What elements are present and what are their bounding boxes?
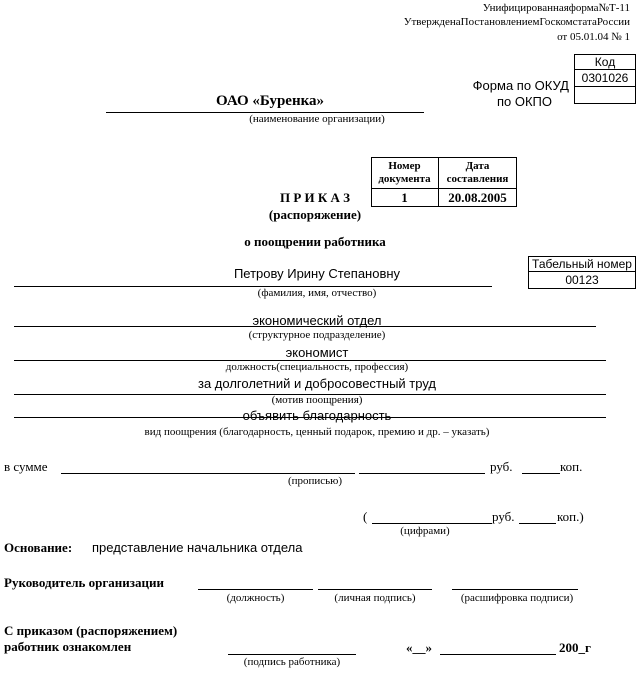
- employee-name-caption: (фамилия, имя, отчество): [257, 287, 377, 299]
- kod-label: Код: [594, 55, 616, 69]
- position-caption: должность(специальность, профессия): [225, 361, 409, 373]
- okud-code: 0301026: [581, 71, 629, 85]
- doc-number-header: Номер документа: [378, 160, 431, 185]
- form-approval-label: УтвержденаПостановлениемГоскомстатаРоссии: [403, 16, 630, 28]
- order-subject: о поощрении работника: [244, 234, 386, 249]
- sum-digits-rub-line: [372, 523, 492, 524]
- sum-words-caption: (прописью): [287, 475, 343, 487]
- doc-number-value: 1: [401, 190, 408, 205]
- organization-name: ОАО «Буренка»: [215, 93, 325, 109]
- head-position-line: [198, 589, 313, 590]
- organization-caption: (наименование организации): [249, 113, 385, 125]
- ack-line2: работник ознакомлен: [4, 639, 132, 654]
- form-unified-label: Унифицированнаяформа№Т-11: [482, 2, 630, 14]
- sum-rub-label: руб.: [490, 459, 513, 474]
- head-label: Руководитель организации: [4, 575, 164, 590]
- ack-signature-caption: (подпись работника): [243, 656, 341, 668]
- doc-table-hdivider: [371, 188, 517, 189]
- reward-type: объявить благодарность: [242, 408, 392, 423]
- employee-name: Петрову Ирину Степановну: [233, 266, 401, 281]
- ack-date-prefix: «__»: [406, 640, 432, 655]
- ack-signature-line: [228, 654, 356, 655]
- doc-date-header: Дата составления: [446, 160, 509, 185]
- doc-date-value: 20.08.2005: [448, 190, 507, 205]
- employee-position: экономист: [285, 345, 349, 360]
- sum-digits-kop-label: коп.): [557, 509, 584, 524]
- head-decoding-line: [452, 589, 578, 590]
- sum-kop-line: [522, 473, 560, 474]
- head-signature-line: [318, 589, 432, 590]
- head-signature-caption: (личная подпись): [334, 592, 416, 604]
- form-approval-date: от 05.01.04 № 1: [557, 31, 630, 43]
- head-decoding-caption: (расшифровка подписи): [460, 592, 574, 604]
- basis-label: Основание:: [4, 540, 73, 555]
- basis-value: представление начальника отдела: [92, 540, 303, 555]
- tab-number-value: 00123: [565, 273, 599, 287]
- sum-digits-open-paren: (: [363, 509, 368, 524]
- reward-line: [14, 417, 606, 418]
- order-subtitle: (распоряжение): [268, 207, 362, 222]
- sum-kop-label: коп.: [560, 459, 583, 474]
- sum-digits-kop-line: [519, 523, 556, 524]
- department-line: [14, 326, 596, 327]
- tab-number-label: Табельный номер: [532, 257, 632, 271]
- ack-date-line: [440, 654, 556, 655]
- ack-line1: С приказом (распоряжением): [4, 623, 178, 638]
- order-title: П Р И К А З: [279, 190, 351, 205]
- okud-label: Форма по ОКУД: [472, 78, 569, 93]
- department-caption: (структурное подразделение): [248, 329, 386, 341]
- sum-digits-caption: (цифрами): [400, 525, 450, 537]
- sum-digits-rub-label: руб.: [492, 509, 515, 524]
- employee-department: экономический отдел: [252, 313, 382, 328]
- head-position-caption: (должность): [226, 592, 285, 604]
- reward-motive: за долголетний и добросовестный труд: [198, 376, 436, 391]
- sum-words-line-2: [359, 473, 485, 474]
- sum-words-line: [61, 473, 355, 474]
- sum-label: в сумме: [4, 459, 48, 474]
- reward-caption: вид поощрения (благодарность, ценный подарок, премию и др. – указать): [144, 426, 490, 438]
- codes-divider-1: [574, 69, 636, 70]
- okpo-label: по ОКПО: [496, 94, 552, 109]
- codes-divider-2: [574, 86, 636, 87]
- motive-caption: (мотив поощрения): [271, 394, 363, 406]
- ack-date-year: 200_г: [559, 640, 591, 655]
